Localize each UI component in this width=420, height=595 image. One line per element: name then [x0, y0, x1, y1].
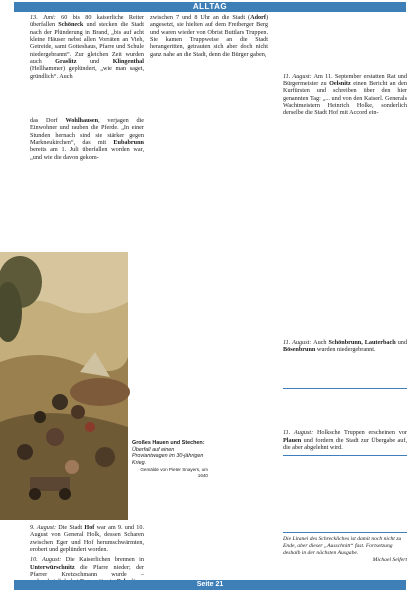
- caption-title: Großes Hauen und Stechen:: [132, 440, 205, 446]
- column-3-rule: [283, 388, 407, 389]
- column-2-bottom: [150, 520, 268, 578]
- editor-note-text: Die Litanei des Schreckliches ist damit noch nicht zu Ende, aber dieser „Ausschnitt“ fast. Fortsetzung deshalb in der nächsten Ausgabe.: [283, 536, 402, 556]
- caption-credit: Gemälde von Pieter Snayers, um 1640: [140, 467, 208, 478]
- image-caption: [132, 440, 208, 479]
- editor-note-author: Michael Seifert: [372, 557, 407, 564]
- page-number-bar: Seite 21: [14, 580, 406, 590]
- faded-text-block: [150, 58, 268, 403]
- painting-image: [0, 252, 128, 520]
- paragraph-11-august-oelsnitz: 11. August: Am 11. September erstatten Rat und Bürgermeister zu Oelsnitz einen Bericht an den Kurfürsten und schreiben über den hier genannten Tag: „... und von den Kaiserl. Generals Wachtmeistern Heinrich Holke, sonderlich derselbe die Stadt Hof mit Accord ein-: [283, 72, 408, 117]
- paragraph-13-juni: 13. Juni: 60 bis 80 kaiserliche Reiter überfallen Schöneck und stecken die Stadt nach der Plünderung in Brand, „bis auf acht kleine Häuser nebst allen Vorräten an Vieh, Getreide, samt Gotteshaus, Pfarre und Schule niedergebrannt“. Zur gleichen Zeit wurden auch Graslitz und Klingenthal (Hellhammer) geplündert, „wie man saget, gründlich“. Auch: [30, 14, 145, 80]
- column-2: [150, 14, 268, 438]
- paragraph-wohlhausen: das Dorf Wohlhausen, verjagen die Einwohner und rauben die Pferde. „In einer Stunden hernach sind sie stärker gegen Markneukirchen“, das mit Eubabrunn bereits am 1. Juli überfallen worden war, „und wie die davon gekom-: [30, 116, 145, 161]
- column-1-bottom: [30, 524, 144, 578]
- faded-text-block: [283, 14, 407, 73]
- caption-text: Überfall auf einen Proviantwagen im 30-jährigen Krieg.: [132, 446, 204, 466]
- paragraph-11-august-plauen: 11. August: Holksche Truppen erscheinen vor Plauen und fordern die Stadt zur Übergabe auf, die aber abgelehnt wird.: [283, 429, 407, 451]
- column-3-rule: [283, 455, 407, 456]
- column-3: [283, 14, 407, 530]
- section-header: ALLTAG: [14, 2, 406, 12]
- faded-text-block: [30, 161, 144, 227]
- paragraph-9-august: 9. August: Die Stadt Hof war am 9. und 10. August von General Holk, dessen Scharen zwischen Eger und Hof herumschwärmten, erobert und geplündert worden.: [30, 524, 144, 554]
- faded-text-block: [30, 80, 144, 117]
- editor-note: [283, 532, 407, 574]
- paragraph-10-august: 10. August: Die Kaiserlichen brennen in Unterwürschnitz die Pfarre nieder; der Pfarrer Kretzschmann wurde –: [30, 556, 144, 579]
- paragraph-11-august-schoenbrunn: 11. August: Auch Schönbrunn, Lauterbach und Bösenbrunn wurden niedergebrannt.: [283, 339, 407, 354]
- faded-text-block: [283, 354, 407, 427]
- faded-text-block: [150, 520, 268, 571]
- column-1-top: [30, 14, 144, 250]
- date-label: 13. Juni:: [30, 14, 56, 21]
- paragraph-adorf: zwischen 7 und 8 Uhr an die Stadt (Adorf) angesetzt, sie hielten auf dem Freiberger Berg und waren wieder von Obrist Buttlars Truppen. Sie kamen Truppweise an die Stadt herangeritten, getrauten sich aber doch nicht ganz nahe an die Stadt, denn die Bürger gaben,: [150, 14, 268, 58]
- faded-text-block: [283, 117, 407, 337]
